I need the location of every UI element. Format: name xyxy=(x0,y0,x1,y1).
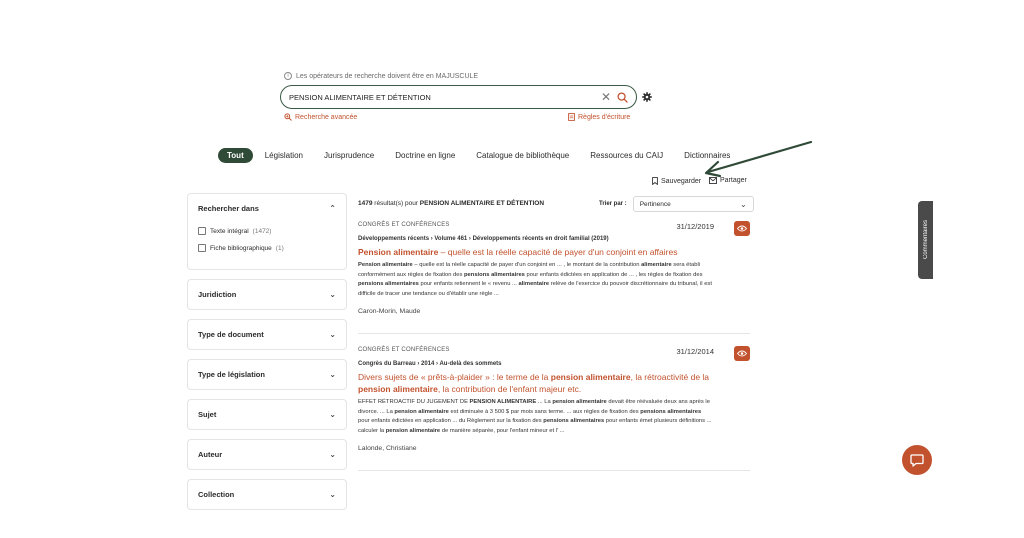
info-icon: i xyxy=(284,72,292,80)
writing-rules-link[interactable]: Règles d'écriture xyxy=(568,113,630,121)
search-box xyxy=(280,85,637,109)
result-title-link[interactable]: Divers sujets de « prêts-à-plaider » : le terme de la pension alimentaire, la rétroactivité de la pension alimentaire, la contribution de l'enfant majeur etc. xyxy=(358,372,710,394)
advanced-search-link[interactable]: Recherche avancée xyxy=(284,113,357,121)
chevron-down-icon: ⌄ xyxy=(329,410,336,419)
search-hint xyxy=(284,72,478,80)
chevron-down-icon: ⌄ xyxy=(739,199,747,209)
result-item: CONGRÈS ET CONFÉRENCES 31/12/2019 Développements récents › Volume 461 › Développements récents en droit familial (2019) Pension alimentaire – quelle est la réelle capacité de payer d'un conjoint en affaires Pension alimentaire – quelle est la réelle capacité de payer d'un conjoint en ... , le montant de la contribution alimentaire sera établi conformément aux règles de fixation des pensions alimentaires pour enfants édictées en application de ... , les règles de fixation des pensions alimentaires pour enfants retiennent le « revenu ... alimentaire relève de l'exercice du pouvoir discrétionnaire du tribunal, il est difficile de tracer une tendance ou d'établir une règle ... Caron-Morin, Maude xyxy=(358,222,750,315)
filter-author[interactable]: Auteur ⌄ xyxy=(187,439,347,470)
filter-legislation-type[interactable]: Type de législation ⌄ xyxy=(187,359,347,390)
sort-control: Trier par : Pertinence ⌄ xyxy=(599,196,754,212)
filter-subject[interactable]: Sujet ⌄ xyxy=(187,399,347,430)
preview-button[interactable] xyxy=(734,346,750,361)
chat-button[interactable] xyxy=(902,445,932,475)
chevron-down-icon: ⌄ xyxy=(329,450,336,459)
clear-icon[interactable]: ✕ xyxy=(600,90,611,104)
search-icon[interactable] xyxy=(617,92,628,103)
eye-icon xyxy=(737,350,747,357)
checkbox[interactable] xyxy=(198,244,206,252)
filter-header[interactable]: Rechercher dans ⌃ xyxy=(198,204,336,213)
tab-dictionnaires[interactable]: Dictionnaires xyxy=(684,151,731,160)
gear-icon[interactable] xyxy=(642,92,652,102)
feedback-tab[interactable]: Commentaires xyxy=(918,201,933,279)
checkbox[interactable] xyxy=(198,227,206,235)
save-button[interactable]: Sauvegarder xyxy=(652,177,701,185)
mail-icon xyxy=(709,177,717,184)
document-icon xyxy=(568,113,575,121)
tab-tout[interactable]: Tout xyxy=(218,148,253,163)
filter-collection[interactable]: Collection ⌄ xyxy=(187,479,347,510)
result-title-link[interactable]: Pension alimentaire – quelle est la réelle capacité de payer d'un conjoint en affaires xyxy=(358,247,678,257)
divider xyxy=(358,470,750,471)
zoom-icon xyxy=(284,113,292,121)
search-input[interactable] xyxy=(289,93,601,102)
tab-ressources[interactable]: Ressources du CAIJ xyxy=(590,151,664,160)
tab-doctrine[interactable]: Doctrine en ligne xyxy=(395,151,456,160)
chat-icon xyxy=(910,454,924,467)
bookmark-icon xyxy=(652,177,658,185)
tab-jurisprudence[interactable]: Jurisprudence xyxy=(323,151,375,160)
filter-sidebar xyxy=(187,193,347,519)
eye-icon xyxy=(737,225,747,232)
divider xyxy=(358,333,750,334)
tab-catalogue[interactable]: Catalogue de bibliothèque xyxy=(476,151,570,160)
annotation-arrow xyxy=(700,140,815,180)
filter-option-biblio[interactable]: Fiche bibliographique (1) xyxy=(198,244,336,252)
chevron-down-icon: ⌄ xyxy=(329,370,336,379)
chevron-down-icon: ⌄ xyxy=(329,330,336,339)
filter-search-in xyxy=(187,193,347,270)
preview-button[interactable] xyxy=(734,221,750,236)
result-snippet: EFFET RÉTROACTIF DU JUGEMENT DE PENSION ALIMENTAIRE ... La pension alimentaire devait être réévaluée deux ans après le divorce. ... La pension alimentaire est diminuée à 3 500 $ par mois sans terme. ... aux règles de fixation des pensions alimentaires pour enfants édictées en application ... du Règlement sur la fixation des pensions alimentaires pour enfants émet plusieurs définitions ... calculer la pension alimentaire de manière séparée, pour l'enfant mineur et l' ... xyxy=(358,399,712,434)
category-tabs xyxy=(218,148,751,163)
share-button[interactable]: Partager xyxy=(709,177,747,184)
search-hint-text: Les opérateurs de recherche doivent être en MAJUSCULE xyxy=(296,72,479,80)
result-snippet: Pension alimentaire – quelle est la réelle capacité de payer d'un conjoint en ... , le montant de la contribution alimentaire sera établi conformément aux règles de fixation des pensions alimentaires pour enfants édictées en application de ... , les règles de fixation des pensions alimentaires pour enfants retiennent le « revenu ... alimentaire relève de l'exercice du pouvoir discrétionnaire du tribunal, il est difficile de tracer une tendance ou d'établir une règle ... xyxy=(358,262,712,297)
chevron-up-icon: ⌃ xyxy=(329,204,336,213)
results-count: 1479 résultat(s) pour PENSION ALIMENTAIRE ET DÉTENTION xyxy=(358,200,545,207)
chevron-down-icon: ⌄ xyxy=(329,290,336,299)
sort-select[interactable]: Pertinence ⌄ xyxy=(633,196,754,212)
filter-juridiction[interactable]: Juridiction ⌄ xyxy=(187,279,347,310)
chevron-down-icon: ⌄ xyxy=(329,490,336,499)
tab-legislation[interactable]: Législation xyxy=(264,151,303,160)
filter-option-full-text[interactable]: Texte intégral (1472) xyxy=(198,227,336,235)
result-item: CONGRÈS ET CONFÉRENCES 31/12/2014 Congrès du Barreau › 2014 › Au-delà des sommets Divers sujets de « prêts-à-plaider » : le terme de la pension alimentaire, la rétroactivité de la pension alimentaire, la contribution de l'enfant majeur etc. EFFET RÉTROACTIF DU JUGEMENT DE PENSION ALIMENTAIRE ... La pension alimentaire devait être réévaluée deux ans après le divorce. ... La pension alimentaire est diminuée à 3 500 $ par mois sans terme. ... aux règles de fixation des pensions alimentaires pour enfants édictées en application ... du Règlement sur la fixation des pensions alimentaires pour enfants émet plusieurs définitions ... calculer la pension alimentaire de manière séparée, pour l'enfant mineur et l' ... Lalonde, Christiane xyxy=(358,347,750,452)
filter-document-type[interactable]: Type de document ⌄ xyxy=(187,319,347,350)
